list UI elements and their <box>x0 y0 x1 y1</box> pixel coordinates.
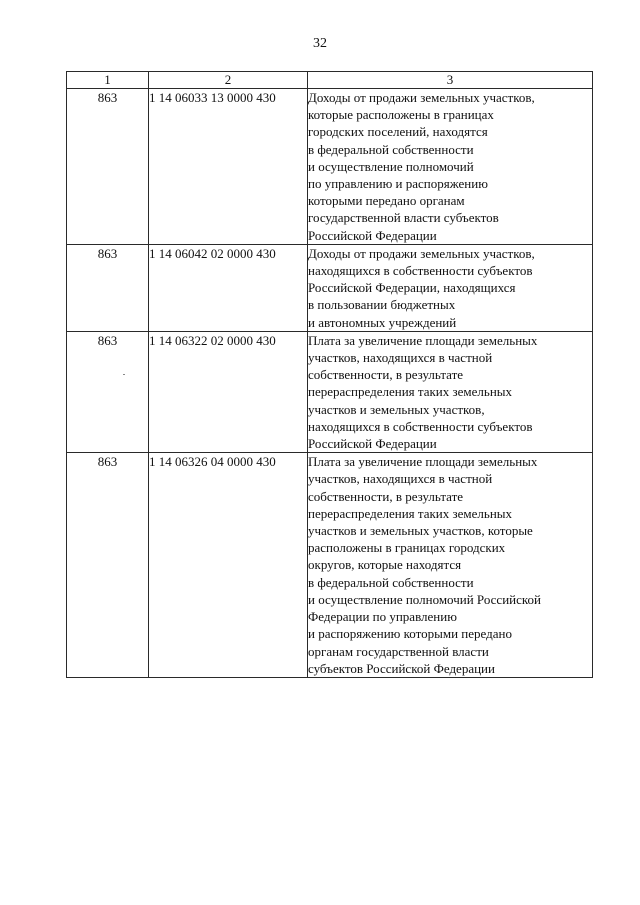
admin-code-cell: 863 <box>67 331 149 452</box>
description-line: Плата за увеличение площади земельных <box>308 332 538 348</box>
description-line: расположены в границах городских <box>308 540 506 556</box>
description-line: по управлению и распоряжению <box>308 176 488 192</box>
description-line: перераспределения таких земельных <box>308 384 513 400</box>
description-line: городских поселений, находятся <box>308 124 488 140</box>
table-body <box>67 89 593 678</box>
description-line: участков и земельных участков, <box>308 401 485 417</box>
table-row <box>67 89 593 245</box>
description-cell <box>308 453 593 678</box>
description-line: участков, находящихся в частной <box>308 471 493 487</box>
description-line: Доходы от продажи земельных участков, <box>308 245 535 261</box>
admin-code-cell: 863 <box>67 453 149 678</box>
column-header-2: 2 <box>149 72 308 89</box>
description-line: и осуществление полномочий Российской <box>308 591 541 607</box>
admin-code-cell: 863 <box>67 89 149 245</box>
budget-code-cell: 1 14 06322 02 0000 430 <box>149 331 308 452</box>
description-line: находящихся в собственности субъектов <box>308 263 533 279</box>
description-line: Российской Федерации, находящихся <box>308 280 516 296</box>
description-line: находящихся в собственности субъектов <box>308 418 533 434</box>
description-line: участков, находящихся в частной <box>308 350 493 366</box>
table-header-row <box>67 72 593 89</box>
page-number: 32 <box>313 36 327 51</box>
description-line: государственной власти субъектов <box>308 210 499 226</box>
description-line: собственности, в результате <box>308 488 464 504</box>
description-line: которые расположены в границах <box>308 107 494 123</box>
description-line: в федеральной собственности <box>308 141 474 157</box>
description-line: органам государственной власти <box>308 643 489 659</box>
description-line: и осуществление полномочий <box>308 158 474 174</box>
table-row <box>67 331 593 452</box>
description-line: в пользовании бюджетных <box>308 297 456 313</box>
description-line: которыми передано органам <box>308 193 465 209</box>
description-line: Российской Федерации <box>308 227 437 243</box>
description-line: перераспределения таких земельных <box>308 505 513 521</box>
description-line: собственности, в результате <box>308 367 464 383</box>
description-line: Доходы от продажи земельных участков, <box>308 90 535 105</box>
budget-code-cell: 1 14 06033 13 0000 430 <box>149 89 308 245</box>
description-line: Плата за увеличение площади земельных <box>308 454 538 470</box>
description-line: в федеральной собственности <box>308 574 474 590</box>
description-line: и распоряжению которыми передано <box>308 626 512 642</box>
budget-code-cell: 1 14 06326 04 0000 430 <box>149 453 308 678</box>
column-header-3: 3 <box>308 72 593 89</box>
revenue-codes-table <box>66 71 593 678</box>
table-row <box>67 244 593 331</box>
description-line: округов, которые находятся <box>308 557 462 573</box>
description-line: Российской Федерации <box>308 436 437 452</box>
description-line: участков и земельных участков, которые <box>308 523 533 539</box>
description-line: и автономных учреждений <box>308 314 457 330</box>
description-line: Федерации по управлению <box>308 609 457 625</box>
description-line: субъектов Российской Федерации <box>308 660 495 676</box>
description-cell <box>308 89 593 245</box>
description-cell <box>308 331 593 452</box>
budget-code-cell: 1 14 06042 02 0000 430 <box>149 244 308 331</box>
scan-speck <box>123 374 125 375</box>
table-row <box>67 453 593 678</box>
column-header-1: 1 <box>67 72 149 89</box>
description-cell <box>308 244 593 331</box>
admin-code-cell: 863 <box>67 244 149 331</box>
